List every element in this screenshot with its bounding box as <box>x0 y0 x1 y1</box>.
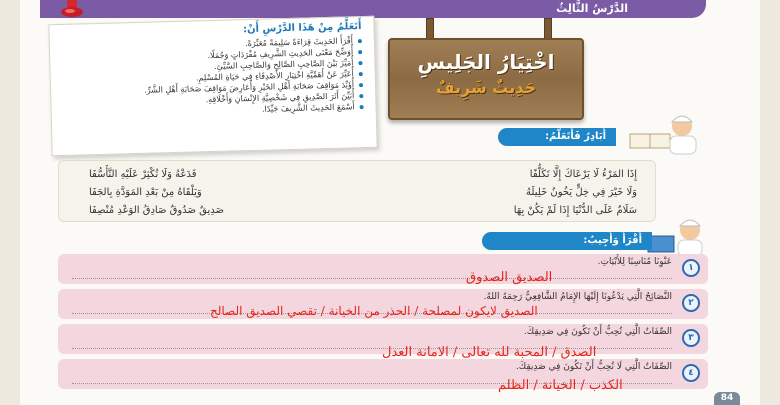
question-number: ٣ <box>682 329 700 347</box>
question-text: الصِّفَاتُ الَّتِي تُحِبُّ أَنْ تَكُونَ فِي صَدِيقِكَ. <box>523 327 672 337</box>
handwritten-answer: الصديق الصدوق <box>466 270 553 285</box>
lesson-subtitle: حَدِيثٌ شَرِيفٌ <box>435 78 537 97</box>
poem-box <box>58 160 656 222</box>
memorize-label: أَبَادِرُ فَأَتَعَلَّمُ: <box>498 128 616 146</box>
sign-post <box>544 18 552 40</box>
objective-item: أُؤَيِّدَ مَوَاقِفَ صَحَابَةِ أَهْلِ الخَيْرِ وَأُعَارِضَ مَوَاقِفَ صَحَابَةِ أَهْلِ الشَّرِّ. <box>59 79 363 98</box>
poem-verse: وَيَلْقَاهُ مِنْ بَعْدِ المَوَدَّةِ بِالجَفَا <box>89 187 202 198</box>
poem-verse: سَلَامٌ عَلَى الدُّنْيَا إِذَا لَمْ يَكُنْ بِهَا <box>513 205 637 216</box>
boy-with-book-icon <box>644 216 714 256</box>
question-text: عَنْوِنَا مُنَاسِبًا لِلأَبْيَاتِ. <box>597 257 672 267</box>
objectives-title: أَتَعَلَّمُ مِنْ هَذَا الدَّرْسِ أَنْ: <box>242 21 362 36</box>
poem-verse: فَدَعْهُ وَلَا تُكْثِرْ عَلَيْهِ التَّأَسُّفَا <box>89 169 197 180</box>
objective-item: أُوَضِّحَ مَعْنَى الحَدِيثِ الشَّرِيفِ مُفْرَدَاتٍ وَجُمَلًا. <box>58 46 362 65</box>
question-number: ٤ <box>682 364 700 382</box>
poem-verse: وَلَا خَيْرَ فِي خِلٍّ يَخُونُ خَلِيلَهُ <box>526 187 637 198</box>
pushpin-icon <box>58 0 86 24</box>
page-number: 84 <box>714 392 740 405</box>
objective-item: أَقْرَأَ الحَدِيثَ قِرَاءَةً سَلِيمَةً مُعَبِّرَةً. <box>58 35 362 54</box>
answer-line[interactable] <box>72 278 672 279</box>
objective-item: أَسْمَعَ الحَدِيثَ الشَّرِيفَ جَيِّدًا. <box>60 101 364 120</box>
objective-item: أُبَيِّنَ أَثَرَ الصَّدِيقِ فِي شَخْصِيَّةِ الإِنْسَانِ وَأَخْلَاقِهِ. <box>59 90 363 109</box>
question-number: ٢ <box>682 294 700 312</box>
objectives-panel <box>48 16 377 156</box>
question-text: النَّصَائِحُ الَّتِي يَدْعُونَا إِلَيْهَا الإِمَامُ الشَّافِعِيُّ رَحِمَهُ اللهُ. <box>483 292 672 302</box>
handwritten-answer: الصديق لايكون لمصلحة / الحذر من الخيانة / تقصي الصديق الصالح <box>210 304 538 318</box>
handwritten-answer: الصدق / المحبة لله تعالى / الامانة العدل <box>382 345 597 360</box>
lesson-title-sign <box>388 38 584 120</box>
lesson-title: اخْتِيَارُ الجَلِيسِ <box>417 50 555 74</box>
textbook-page <box>20 0 760 405</box>
question-number: ١ <box>682 259 700 277</box>
handwritten-answer: الكذب / الخيانة / الظلم <box>498 378 623 393</box>
sign-post <box>426 18 434 40</box>
poem-verse: صَدِيقٌ صَدُوقٌ صَادِقُ الوَعْدِ مُنْصِفَا <box>89 205 225 216</box>
poem-verse: إِذَا المَرْءُ لَا يَرْعَاكَ إِلَّا تَكَلُّفًا <box>529 169 637 180</box>
question-text: الصِّفَاتُ الَّتِي لَا تُحِبُّ أَنْ تَكُونَ فِي صَدِيقِكَ. <box>515 362 672 372</box>
lesson-label: الدَّرْسُ الثَّالِثُ <box>556 2 628 15</box>
objective-item: أُمَيِّزَ بَيْنَ الصَّاحِبِ الصَّالِحِ وَالصَّاحِبِ السَّيِّئِ. <box>58 57 362 76</box>
boy-reading-icon <box>620 108 710 156</box>
question-row <box>58 254 708 284</box>
objective-item: أُعَبِّرَ عَنْ أَهَمِّيَّةِ اخْتِيَارِ الأَصْدِقَاءِ فِي حَيَاةِ المُسْلِمِ. <box>59 68 363 87</box>
read-answer-label: أَقْرَأُ وَأُجِيبُ: <box>482 232 652 250</box>
